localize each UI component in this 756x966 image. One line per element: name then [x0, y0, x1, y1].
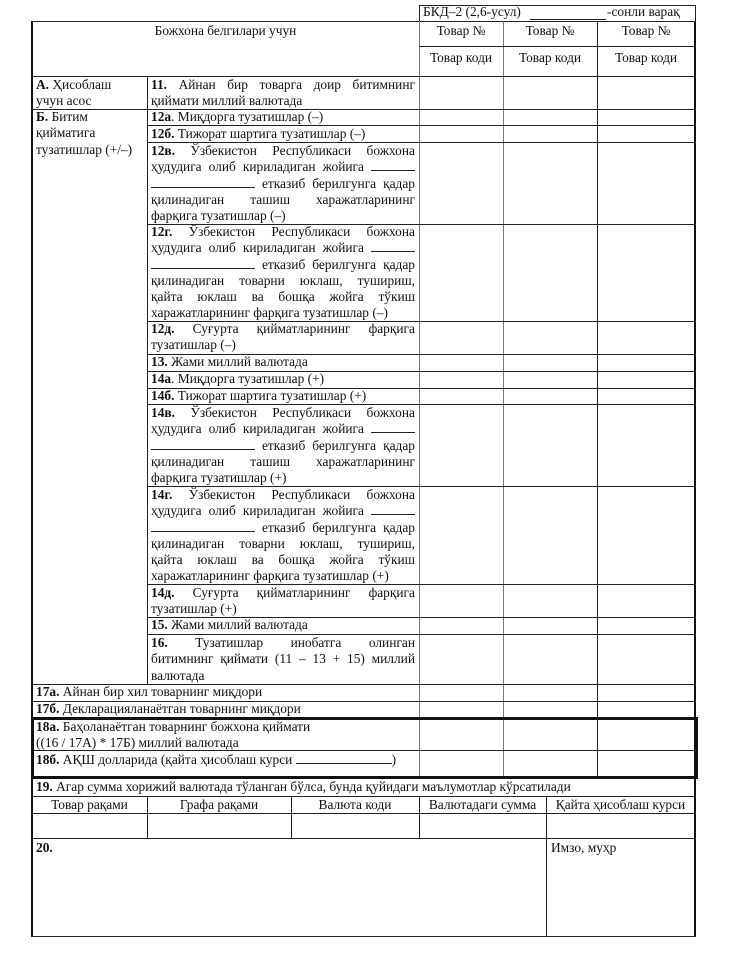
row-number: 12г. — [151, 224, 173, 239]
text-span: Жами миллий валютада — [167, 617, 308, 632]
row-12v-label — [151, 143, 415, 224]
table-bottom-border — [31, 936, 696, 937]
text-span: Ҳисоблаш — [52, 77, 112, 92]
text-line — [151, 585, 415, 601]
text-line — [151, 520, 415, 536]
row-11-label — [151, 77, 415, 110]
text-span: Айнан бир хил товарнинг миқдори — [59, 684, 263, 699]
text-span: етказиб берилгунга қадар — [261, 256, 415, 272]
row-12a-label — [151, 109, 323, 125]
row-17a-label — [36, 684, 262, 700]
text-line — [151, 487, 415, 503]
goods-value-cell[interactable] — [420, 702, 502, 718]
row-number: 17б. — [36, 701, 60, 716]
row-14d-label — [151, 585, 415, 618]
row-number: 12в. — [151, 143, 175, 158]
r19-col-currency-code: Валюта коди — [318, 797, 392, 812]
r19-col-field-number: Графа рақами — [179, 797, 259, 812]
text-line — [151, 176, 415, 192]
goods-value-cell[interactable] — [504, 685, 596, 701]
text-span: Баҳоланаётган товарнинг божхона қиймати — [59, 719, 311, 734]
sheet-number-blank[interactable] — [530, 19, 606, 20]
goods-value-cell[interactable] — [504, 110, 596, 125]
text-line — [151, 321, 415, 337]
signature-stamp-area[interactable] — [547, 856, 694, 935]
blank-field[interactable] — [151, 257, 255, 269]
row-16-label — [151, 635, 415, 684]
text-span: Битим — [51, 109, 88, 124]
row-18b-label — [36, 752, 396, 768]
goods-value-cell[interactable] — [504, 487, 596, 584]
goods-value-cell[interactable] — [420, 635, 502, 684]
text-line: валютада — [151, 667, 205, 683]
text-line — [151, 405, 415, 421]
goods-value-cell[interactable] — [504, 702, 596, 718]
row-number: 14г. — [151, 487, 173, 502]
text-span: етказиб берилгунга қадар — [261, 519, 415, 535]
goods-value-cell[interactable] — [504, 355, 596, 371]
r19-goods-number-input[interactable] — [33, 814, 146, 837]
goods-value-cell[interactable] — [598, 585, 693, 617]
goods-code-header-2: Товар коди — [518, 50, 582, 65]
goods-value-cell[interactable] — [420, 322, 502, 354]
text-line: харажатларининг фарқига тузатишлар (+) — [151, 568, 389, 584]
goods-value-cell[interactable] — [598, 719, 693, 750]
row-14a-label — [151, 371, 324, 387]
text-line: қилинадиган ташиш харажатларининг — [151, 191, 415, 207]
blank-field[interactable] — [371, 421, 415, 433]
text-line — [151, 240, 415, 256]
goods-value-cell[interactable] — [598, 355, 693, 371]
r19-amount-input[interactable] — [420, 814, 545, 837]
row-13-label — [151, 354, 308, 370]
text-span: . Миқдорга тузатишлар (–) — [171, 109, 324, 124]
goods-value-cell[interactable] — [504, 618, 596, 634]
r19-col-goods-number: Товар рақами — [51, 797, 128, 812]
text-line: фарқига тузатишлар (+) — [151, 470, 287, 486]
text-span: ҳудудига олиб кириладиган жойига — [151, 159, 364, 175]
text-span: етказиб берилгунга қадар — [261, 437, 415, 453]
row-number: 12б. — [151, 126, 175, 141]
text-span: . Миқдорга тузатишлар (+) — [171, 371, 325, 386]
section-b-num: Б. — [36, 109, 49, 124]
row-12g-label — [151, 224, 415, 322]
text-line — [151, 503, 415, 519]
row-14b-label — [151, 388, 366, 404]
goods-value-cell[interactable] — [598, 126, 693, 142]
goods-value-cell[interactable] — [420, 77, 502, 109]
row-number: 14д. — [151, 585, 175, 600]
goods-value-cell[interactable] — [420, 372, 502, 388]
goods-value-cell[interactable] — [598, 618, 693, 634]
text-span: Тижорат шартига тузатишлар (–) — [174, 126, 366, 141]
text-line — [151, 224, 415, 240]
row-20-label — [36, 840, 53, 856]
row-number: 12д. — [151, 321, 175, 336]
customs-marks-label: Божхона белгилари учун — [154, 23, 297, 38]
text-line: қайта юклаш ва бошқа жойга тўкиш — [151, 289, 415, 305]
text-line: қилинадиган товарни юклаш, тушириш, — [151, 535, 415, 551]
goods-value-cell[interactable] — [420, 143, 502, 224]
goods-value-cell[interactable] — [504, 751, 596, 778]
row-number: 18а. — [36, 719, 60, 734]
row-number: 14в. — [151, 405, 175, 420]
goods-value-cell[interactable] — [504, 585, 596, 617]
goods-value-cell[interactable] — [420, 487, 502, 584]
goods-value-cell[interactable] — [420, 110, 502, 125]
text-line: қайта юклаш ва бошқа жойга тўкиш — [151, 552, 415, 568]
text-span: учун асос — [36, 93, 92, 109]
goods-value-cell[interactable] — [598, 389, 693, 404]
goods-value-cell[interactable] — [504, 389, 596, 404]
text-span: ҳудудига олиб кириладиган жойига — [151, 503, 364, 519]
goods-code-header-3: Товар коди — [614, 50, 678, 65]
blank-field[interactable] — [371, 240, 415, 252]
row-number: 17а. — [36, 684, 60, 699]
row-number: 13. — [151, 354, 168, 369]
goods-value-cell[interactable] — [504, 322, 596, 354]
r19-rate-input[interactable] — [547, 814, 694, 837]
text-line: фарқига тузатишлар (–) — [151, 208, 286, 224]
section-a-label — [36, 77, 111, 110]
blank-field[interactable] — [151, 438, 255, 450]
row-14g-label — [151, 487, 415, 585]
row-14v-label — [151, 405, 415, 486]
text-line — [151, 421, 415, 437]
text-span: Айнан бир товарга доир битимнинг — [178, 77, 415, 92]
text-span: тузатишлар (+/–) — [36, 141, 133, 157]
goods-value-cell[interactable] — [504, 225, 596, 321]
text-span: ҳудудига олиб кириладиган жойига — [151, 240, 364, 256]
goods-value-cell[interactable] — [420, 719, 502, 750]
row-number: 16. — [151, 635, 168, 650]
text-line — [151, 635, 415, 651]
text-span: Суғурта қийматларининг фарқига — [192, 585, 415, 600]
form-code-left-border — [419, 5, 420, 22]
goods-value-cell[interactable] — [598, 685, 693, 701]
text-span: етказиб берилгунга қадар — [261, 175, 415, 191]
goods-value-cell[interactable] — [420, 405, 502, 486]
section-a-num: А. — [36, 77, 50, 92]
text-line — [151, 159, 415, 175]
col-divider-ab — [147, 76, 148, 684]
form-code-right-border — [695, 5, 696, 22]
text-line: битимнинг қиймати (11 – 13 + 15) миллий — [151, 651, 415, 667]
goods-value-cell[interactable] — [598, 635, 693, 684]
row-15-label — [151, 617, 308, 633]
text-line: тузатишлар (+) — [151, 601, 237, 617]
text-line — [151, 77, 415, 93]
goods-value-cell[interactable] — [598, 225, 693, 321]
goods-value-cell[interactable] — [420, 585, 502, 617]
text-line — [151, 438, 415, 454]
goods-value-cell[interactable] — [420, 225, 502, 321]
text-span: ((16 / 17А) * 17Б) миллий валютада — [36, 735, 239, 751]
goods-no-header-3: Товар № — [621, 23, 671, 38]
text-span: қийматига — [36, 125, 96, 141]
goods-value-cell[interactable] — [504, 126, 596, 142]
row-number: 18б. — [36, 752, 60, 767]
row-line-838 — [31, 838, 696, 839]
header-divider — [419, 46, 695, 47]
section-b-label — [36, 109, 132, 158]
r19-field-number-input[interactable] — [148, 814, 290, 837]
text-span: Суғурта қийматларининг фарқига — [192, 321, 415, 336]
text-span: Тижорат шартига тузатишлар (+) — [174, 388, 367, 403]
row-17b-label — [36, 701, 301, 717]
exchange-rate-blank[interactable] — [296, 752, 392, 764]
text-line: қилинадиган товарни юклаш, тушириш, — [151, 272, 415, 288]
row-number: 15. — [151, 617, 168, 632]
goods-no-header-1: Товар № — [436, 23, 486, 38]
row-number: 11. — [151, 77, 167, 92]
text-span: АҚШ долларида (қайта ҳисоблаш курси — [59, 752, 293, 767]
row-number: 14а — [151, 371, 172, 386]
row-number: 20. — [36, 840, 53, 855]
r19-currency-code-input[interactable] — [292, 814, 418, 837]
goods-value-cell[interactable] — [420, 685, 502, 701]
goods-value-cell[interactable] — [420, 389, 502, 404]
goods-value-cell[interactable] — [420, 618, 502, 634]
goods-value-cell[interactable] — [420, 126, 502, 142]
goods-value-cell[interactable] — [598, 702, 693, 718]
row-number: 12а — [151, 109, 172, 124]
blank-field[interactable] — [371, 503, 415, 515]
goods-value-cell[interactable] — [504, 77, 596, 109]
text-span: ҳудудига олиб кириладиган жойига — [151, 421, 364, 437]
text-line: тузатишлар (–) — [151, 337, 236, 353]
text-span: Ўзбекистон Республикаси божхона — [188, 487, 415, 502]
row-20-notes-area[interactable] — [33, 856, 545, 935]
text-span: Тузатишлар инобатга олинган — [195, 635, 415, 650]
form-code: БКД–2 (2,6-усул) — [423, 4, 521, 19]
goods-value-cell[interactable] — [598, 322, 693, 354]
blank-field[interactable] — [371, 159, 415, 171]
goods-value-cell[interactable] — [504, 635, 596, 684]
sheet-suffix: -сонли варақ — [607, 4, 680, 19]
goods-value-cell[interactable] — [598, 77, 693, 109]
text-line: қиймати миллий валютада — [151, 93, 303, 109]
text-span: Ўзбекистон Республикаси божхона — [188, 224, 415, 239]
goods-value-cell[interactable] — [504, 143, 596, 224]
goods-value-cell[interactable] — [598, 372, 693, 388]
text-line: қилинадиган ташиш харажатларининг — [151, 453, 415, 469]
goods-value-cell[interactable] — [598, 143, 693, 224]
text-span: Агар сумма хорижий валютада тўланган бўлса, бунда қуйидаги маълумотлар кўрсатилади — [52, 779, 571, 794]
text-line — [151, 257, 415, 273]
text-line: харажатларининг фарқига тузатишлар (–) — [151, 305, 388, 321]
signature-stamp-label: Имзо, муҳр — [551, 840, 617, 855]
text-span: Жами миллий валютада — [167, 354, 308, 369]
goods-value-cell[interactable] — [504, 719, 596, 750]
row-12b-label — [151, 126, 365, 142]
goods-value-cell[interactable] — [420, 751, 502, 778]
text-span: Ўзбекистон Республикаси божхона — [190, 143, 415, 158]
text-line — [151, 143, 415, 159]
goods-code-header-1: Товар коди — [429, 50, 493, 65]
goods-value-cell[interactable] — [504, 405, 596, 486]
blank-field[interactable] — [151, 176, 255, 188]
row-number: 14б. — [151, 388, 175, 403]
row-18a-label — [36, 719, 310, 752]
r19-col-amount-in-currency: Валютадаги сумма — [428, 797, 537, 812]
text-span: ) — [391, 752, 397, 767]
row-number: 19. — [36, 779, 53, 794]
goods-value-cell[interactable] — [598, 405, 693, 486]
row-19-label — [36, 779, 571, 795]
goods-no-header-2: Товар № — [525, 23, 575, 38]
r19-col-recalc-rate: Қайта ҳисоблаш курси — [555, 797, 686, 812]
goods-value-cell[interactable] — [598, 751, 693, 778]
text-span: Декларацияланаётган товарнинг миқдори — [59, 701, 301, 716]
goods-value-cell[interactable] — [598, 110, 693, 125]
goods-value-cell[interactable] — [598, 487, 693, 584]
row-12d-label — [151, 321, 415, 354]
text-span: Ўзбекистон Республикаси божхона — [190, 405, 415, 420]
blank-field[interactable] — [151, 520, 255, 532]
goods-value-cell[interactable] — [504, 372, 596, 388]
goods-value-cell[interactable] — [420, 355, 502, 371]
